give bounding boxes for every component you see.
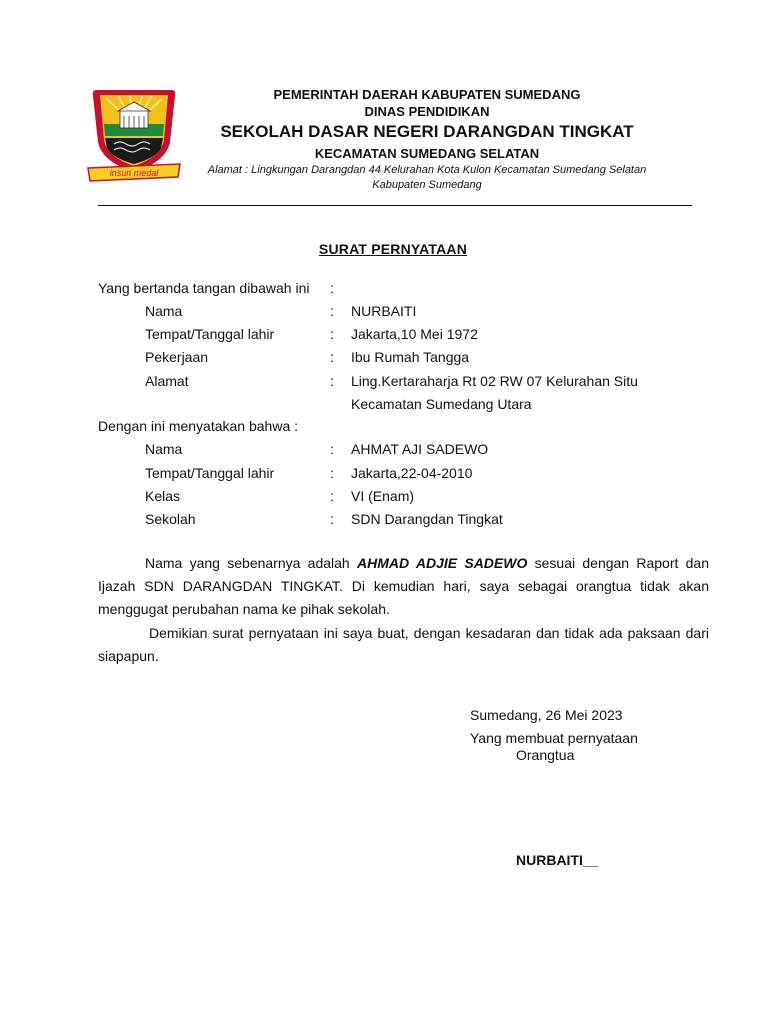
logo-motto: insun medal — [109, 168, 159, 178]
intro-statement: Dengan ini menyatakan bahwa : — [98, 418, 299, 434]
signer-address-continued: Kecamatan Sumedang Utara — [351, 396, 532, 412]
signer-address-value: Ling.Kertaraharja Rt 02 RW 07 Kelurahan Situ — [351, 373, 638, 389]
signer-role: Yang membuat pernyataan — [470, 730, 638, 746]
child-birth-value: Jakarta,22-04-2010 — [351, 465, 473, 481]
department-name: DINAS PENDIDIKAN — [364, 104, 490, 119]
place-date: Sumedang, 26 Mei 2023 — [470, 707, 623, 723]
child-name-label: Nama — [145, 441, 183, 457]
field-colon: : — [330, 441, 334, 457]
regency-emblem-logo — [86, 84, 182, 184]
school-address-line1: Alamat : Lingkungan Darangdan 44 Kelurahan Kota Kulon Kecamatan Sumedang Selatan — [207, 164, 647, 176]
document-title: SURAT PERNYATAAN — [318, 241, 468, 257]
closing-paragraph — [98, 622, 709, 668]
field-colon: : — [330, 303, 334, 319]
child-class-value: VI (Enam) — [351, 488, 415, 504]
signer-birth-label: Tempat/Tanggal lahir — [145, 326, 275, 342]
field-colon: : — [330, 511, 334, 527]
signer-birth-value: Jakarta,10 Mei 1972 — [351, 326, 478, 342]
statement-text-before: Nama yang sebenarnya adalah — [145, 555, 357, 571]
letterhead-divider — [98, 205, 692, 206]
field-colon: : — [330, 373, 334, 389]
signer-address-label: Alamat — [145, 373, 189, 389]
field-colon: : — [330, 465, 334, 481]
signer-job-value: Ibu Rumah Tangga — [351, 349, 470, 365]
statement-paragraph — [98, 552, 709, 621]
closing-text: Demikian surat pernyataan ini saya buat, dengan kesadaran dan tidak ada paksaan dari siapapun. — [98, 625, 709, 664]
child-birth-label: Tempat/Tanggal lahir — [145, 465, 275, 481]
child-class-label: Kelas — [145, 488, 181, 504]
signer-job-label: Pekerjaan — [145, 349, 209, 365]
field-colon: : — [330, 326, 334, 342]
signer-name-value: NURBAITI — [351, 303, 417, 319]
school-address-line2: Kabupaten Sumedang — [372, 179, 482, 191]
true-name-emphasis: AHMAD ADJIE SADEWO — [357, 555, 528, 571]
school-name: SEKOLAH DASAR NEGERI DARANGDAN TINGKAT — [220, 122, 634, 141]
statement-text-after: sesuai dengan Raport dan Ijazah SDN DARANGDAN TINGKAT. Di kemudian hari, saya sebagai orangtua tidak akan menggugat perubahan nama ke pihak sekolah. — [98, 555, 710, 617]
signer-name-label: Nama — [145, 303, 183, 319]
intro-signer-colon: : — [330, 280, 334, 296]
government-name: PEMERINTAH DAERAH KABUPATEN SUMEDANG — [273, 87, 581, 102]
child-name-value: AHMAT AJI SADEWO — [351, 441, 489, 457]
signer-relation: Orangtua — [516, 747, 575, 763]
field-colon: : — [330, 488, 334, 504]
child-school-value: SDN Darangdan Tingkat — [351, 511, 503, 527]
child-school-label: Sekolah — [145, 511, 196, 527]
signer-signature-name: NURBAITI__ — [516, 852, 599, 868]
field-colon: : — [330, 349, 334, 365]
letterhead — [180, 86, 674, 193]
intro-signer: Yang bertanda tangan dibawah ini — [98, 280, 310, 296]
district-name: KECAMATAN SUMEDANG SELATAN — [314, 146, 540, 161]
